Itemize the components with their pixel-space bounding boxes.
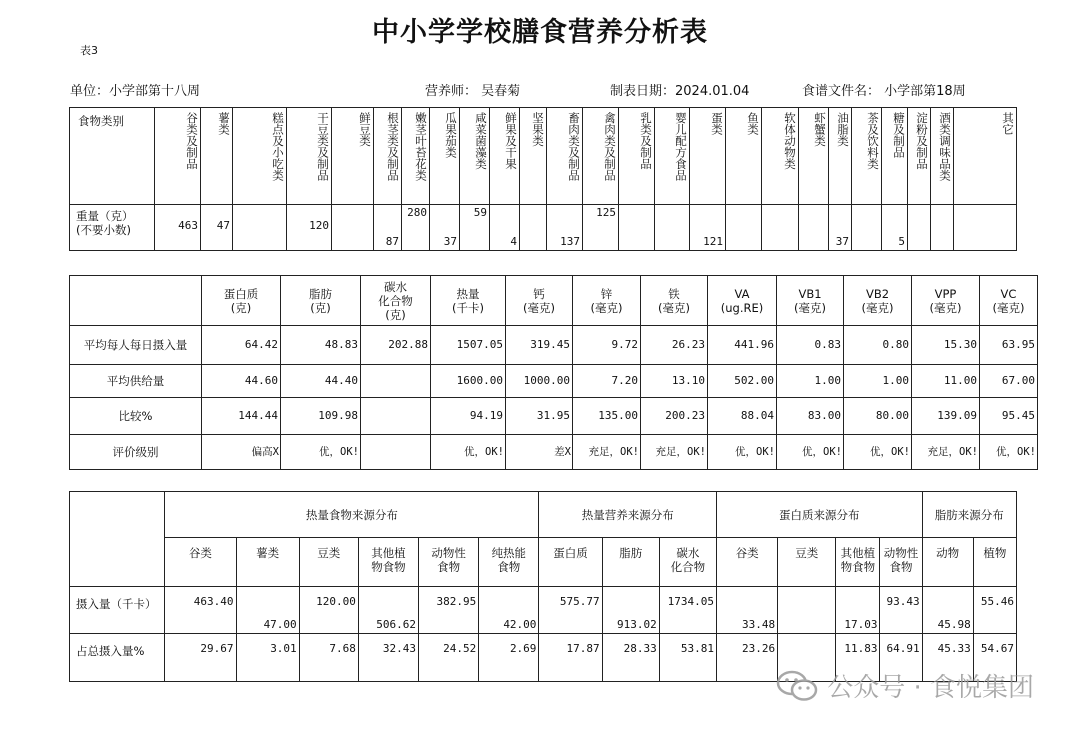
source-value-cell: 17.87 xyxy=(539,634,602,682)
source-value-cell: 45.33 xyxy=(922,634,973,682)
weight-cell: 37 xyxy=(829,205,852,251)
nutrient-value-cell: 202.88 xyxy=(361,326,431,365)
food-category-cell: 鲜果及干果 xyxy=(490,108,520,205)
source-value-cell: 47.00 xyxy=(236,587,299,634)
source-group-header: 热量营养来源分布 xyxy=(539,492,717,538)
source-group-header: 热量食物来源分布 xyxy=(165,492,539,538)
weight-cell: 47 xyxy=(201,205,233,251)
source-value-cell: 64.91 xyxy=(880,634,922,682)
source-header: 植物 xyxy=(973,538,1016,587)
food-category-cell: 咸菜菌藻类 xyxy=(460,108,490,205)
weight-cell: 87 xyxy=(374,205,402,251)
source-value-cell: 42.00 xyxy=(479,587,539,634)
weight-cell xyxy=(799,205,829,251)
source-value-cell: 32.43 xyxy=(358,634,418,682)
nutrient-value-cell: 94.19 xyxy=(431,398,506,435)
source-group-header: 脂肪来源分布 xyxy=(922,492,1016,538)
food-category-cell: 油脂类 xyxy=(829,108,852,205)
nutrient-value-cell: 0.83 xyxy=(777,326,844,365)
nutrient-value-cell: 0.80 xyxy=(844,326,912,365)
nutrient-value-cell: 优，OK! xyxy=(980,435,1038,470)
nutrient-value-cell: 1600.00 xyxy=(431,365,506,398)
source-header: 动物 xyxy=(922,538,973,587)
nutrient-value-cell: 139.09 xyxy=(912,398,980,435)
nutrient-header: VC (毫克) xyxy=(980,276,1038,326)
food-category-cell: 淀粉及制品 xyxy=(908,108,931,205)
source-value-cell: 3.01 xyxy=(236,634,299,682)
nutrient-value-cell: 充足，OK! xyxy=(912,435,980,470)
source-value-cell: 23.26 xyxy=(716,634,777,682)
source-header: 碳水 化合物 xyxy=(659,538,716,587)
food-category-cell: 嫩茎叶苔花类 xyxy=(402,108,430,205)
source-row-label: 摄入量（千卡） xyxy=(70,587,165,634)
nutrient-value-cell: 优，OK! xyxy=(431,435,506,470)
food-category-table xyxy=(69,107,1017,251)
food-category-cell: 乳类及制品 xyxy=(619,108,655,205)
nutrient-row xyxy=(70,326,1038,365)
nutrient-value-cell: 64.42 xyxy=(202,326,281,365)
source-value-cell xyxy=(778,587,836,634)
weight-cell xyxy=(726,205,762,251)
nutrient-value-cell: 15.30 xyxy=(912,326,980,365)
food-category-cell: 瓜果茄类 xyxy=(430,108,460,205)
watermark-text: 公众号 · 食悦集团 xyxy=(827,673,1034,703)
nutrient-value-cell: 63.95 xyxy=(980,326,1038,365)
source-header: 其他植 物食物 xyxy=(836,538,880,587)
weight-cell xyxy=(655,205,690,251)
nutrient-value-cell: 充足，OK! xyxy=(573,435,641,470)
weight-cell: 4 xyxy=(490,205,520,251)
nutrient-value-cell: 502.00 xyxy=(708,365,777,398)
source-header: 动物性 食物 xyxy=(419,538,479,587)
weight-cell xyxy=(619,205,655,251)
nutrient-value-cell: 48.83 xyxy=(281,326,361,365)
nutrient-value-cell: 109.98 xyxy=(281,398,361,435)
weight-cell: 37 xyxy=(430,205,460,251)
nutrient-value-cell: 9.72 xyxy=(573,326,641,365)
nutrient-value-cell: 319.45 xyxy=(506,326,573,365)
nutrient-header: 铁 (毫克) xyxy=(641,276,708,326)
nutrient-header: VPP (毫克) xyxy=(912,276,980,326)
source-value-cell: 2.69 xyxy=(479,634,539,682)
source-value-cell: 11.83 xyxy=(836,634,880,682)
source-value-cell: 575.77 xyxy=(539,587,602,634)
weight-cell: 5 xyxy=(882,205,908,251)
nutrient-header: 热量 (千卡) xyxy=(431,276,506,326)
weight-cell: 280 xyxy=(402,205,430,251)
nutrient-value-cell: 1507.05 xyxy=(431,326,506,365)
nutrient-value-cell: 83.00 xyxy=(777,398,844,435)
source-header: 豆类 xyxy=(778,538,836,587)
nutrient-row-label: 平均每人每日摄入量 xyxy=(70,326,202,365)
nutrient-value-cell: 135.00 xyxy=(573,398,641,435)
nutrient-value-cell: 1000.00 xyxy=(506,365,573,398)
nutrient-value-cell: 13.10 xyxy=(641,365,708,398)
nutrient-row-label: 平均供给量 xyxy=(70,365,202,398)
nutrient-value-cell: 7.20 xyxy=(573,365,641,398)
nutrient-value-cell xyxy=(361,398,431,435)
source-group-header: 蛋白质来源分布 xyxy=(716,492,922,538)
nutrient-header: 碳水 化合物 (克) xyxy=(361,276,431,326)
nutrient-header: 钙 (毫克) xyxy=(506,276,573,326)
nutrient-value-cell: 95.45 xyxy=(980,398,1038,435)
nutrient-row xyxy=(70,365,1038,398)
food-category-cell: 根茎类及制品 xyxy=(374,108,402,205)
food-category-cell: 禽肉类及制品 xyxy=(583,108,619,205)
weight-cell xyxy=(954,205,1017,251)
source-value-cell: 24.52 xyxy=(419,634,479,682)
source-header: 纯热能 食物 xyxy=(479,538,539,587)
source-value-cell: 913.02 xyxy=(602,587,659,634)
nutrient-row xyxy=(70,435,1038,470)
weight-cell: 463 xyxy=(155,205,201,251)
nutrient-value-cell: 80.00 xyxy=(844,398,912,435)
nutrient-value-cell: 144.44 xyxy=(202,398,281,435)
source-value-cell: 120.00 xyxy=(299,587,358,634)
source-value-cell: 53.81 xyxy=(659,634,716,682)
nutrient-header: VB2 (毫克) xyxy=(844,276,912,326)
nutrient-value-cell: 1.00 xyxy=(844,365,912,398)
source-value-cell: 7.68 xyxy=(299,634,358,682)
source-header: 谷类 xyxy=(165,538,236,587)
source-value-cell: 1734.05 xyxy=(659,587,716,634)
weight-cell: 137 xyxy=(547,205,583,251)
weight-cell: 120 xyxy=(287,205,332,251)
unit-label: 单位：小学部第十八周 xyxy=(70,84,201,99)
food-category-cell: 软体动物类 xyxy=(762,108,799,205)
page-title: 中小学学校膳食营养分析表 xyxy=(372,17,708,48)
nutrient-value-cell: 44.40 xyxy=(281,365,361,398)
source-header: 薯类 xyxy=(236,538,299,587)
food-category-cell: 谷类及制品 xyxy=(155,108,201,205)
source-value-cell: 55.46 xyxy=(973,587,1016,634)
nutrient-header: VA (ug.RE) xyxy=(708,276,777,326)
source-value-cell: 45.98 xyxy=(922,587,973,634)
nutrient-value-cell xyxy=(361,435,431,470)
weight-cell: 125 xyxy=(583,205,619,251)
source-value-cell: 506.62 xyxy=(358,587,418,634)
nutrient-row xyxy=(70,398,1038,435)
weight-cell: 121 xyxy=(690,205,726,251)
food-category-cell: 糖及制品 xyxy=(882,108,908,205)
weight-cell: 59 xyxy=(460,205,490,251)
nutrient-row-label: 比较% xyxy=(70,398,202,435)
source-header: 谷类 xyxy=(716,538,777,587)
source-value-cell: 33.48 xyxy=(716,587,777,634)
food-category-header: 食物类别 xyxy=(70,108,155,205)
nutrient-row-label: 评价级别 xyxy=(70,435,202,470)
weight-cell xyxy=(852,205,882,251)
nutrient-value-cell: 31.95 xyxy=(506,398,573,435)
food-category-cell: 干豆类及制品 xyxy=(287,108,332,205)
weight-cell xyxy=(332,205,374,251)
nutrient-value-cell: 67.00 xyxy=(980,365,1038,398)
nutrient-header: 脂肪 (克) xyxy=(281,276,361,326)
weight-cell xyxy=(762,205,799,251)
nutrient-value-cell: 充足，OK! xyxy=(641,435,708,470)
source-header: 蛋白质 xyxy=(539,538,602,587)
food-category-cell: 鲜豆类 xyxy=(332,108,374,205)
source-value-cell: 463.40 xyxy=(165,587,236,634)
nutrient-value-cell: 优，OK! xyxy=(777,435,844,470)
source-value-cell: 28.33 xyxy=(602,634,659,682)
nutrient-corner-cell xyxy=(70,276,202,326)
source-value-cell: 54.67 xyxy=(973,634,1016,682)
nutrient-header: 蛋白质 (克) xyxy=(202,276,281,326)
nutrient-intake-table xyxy=(69,275,1038,470)
food-category-cell: 糕点及小吃类 xyxy=(233,108,287,205)
watermark xyxy=(775,667,1034,704)
food-category-cell: 薯类 xyxy=(201,108,233,205)
date-label: 制表日期：2024.01.04 xyxy=(610,84,750,99)
food-category-cell: 畜肉类及制品 xyxy=(547,108,583,205)
nutrient-value-cell: 200.23 xyxy=(641,398,708,435)
food-category-cell: 坚果类 xyxy=(520,108,547,205)
nutrient-value-cell: 441.96 xyxy=(708,326,777,365)
source-header: 动物性 食物 xyxy=(880,538,922,587)
nutrient-value-cell: 差X xyxy=(506,435,573,470)
nutrient-value-cell: 1.00 xyxy=(777,365,844,398)
weight-cell xyxy=(233,205,287,251)
nutritionist-label: 营养师： 吴春菊 xyxy=(425,84,521,99)
weight-row-label: 重量（克） (不要小数) xyxy=(70,205,155,251)
food-category-cell: 茶及饮料类 xyxy=(852,108,882,205)
nutrient-value-cell: 11.00 xyxy=(912,365,980,398)
food-category-cell: 蛋类 xyxy=(690,108,726,205)
nutrient-value-cell: 44.60 xyxy=(202,365,281,398)
source-header: 其他植 物食物 xyxy=(358,538,418,587)
source-value-cell: 93.43 xyxy=(880,587,922,634)
food-category-cell: 酒类调味品类 xyxy=(931,108,954,205)
source-header: 豆类 xyxy=(299,538,358,587)
nutrient-header: VB1 (毫克) xyxy=(777,276,844,326)
source-value-cell: 382.95 xyxy=(419,587,479,634)
food-category-cell: 婴儿配方食品 xyxy=(655,108,690,205)
food-category-cell: 其它 xyxy=(954,108,1017,205)
recipe-file-label: 食谱文件名： 小学部第18周 xyxy=(802,84,966,99)
source-header: 脂肪 xyxy=(602,538,659,587)
table-number: 表3 xyxy=(80,44,98,57)
food-category-cell: 鱼类 xyxy=(726,108,762,205)
source-row-label: 占总摄入量% xyxy=(70,634,165,682)
weight-cell xyxy=(908,205,931,251)
nutrient-value-cell: 优，OK! xyxy=(708,435,777,470)
nutrient-value-cell: 优，OK! xyxy=(844,435,912,470)
source-row xyxy=(70,587,1017,634)
nutrient-value-cell: 偏高X xyxy=(202,435,281,470)
weight-cell xyxy=(931,205,954,251)
nutrient-value-cell: 26.23 xyxy=(641,326,708,365)
source-corner-cell xyxy=(70,492,165,587)
nutrient-value-cell: 优，OK! xyxy=(281,435,361,470)
nutrient-value-cell xyxy=(361,365,431,398)
source-distribution-table xyxy=(69,491,1017,682)
source-value-cell: 29.67 xyxy=(165,634,236,682)
nutrient-header: 锌 (毫克) xyxy=(573,276,641,326)
weight-cell xyxy=(520,205,547,251)
food-category-cell: 虾蟹类 xyxy=(799,108,829,205)
nutrient-value-cell: 88.04 xyxy=(708,398,777,435)
source-value-cell: 17.03 xyxy=(836,587,880,634)
wechat-icon xyxy=(775,668,819,704)
